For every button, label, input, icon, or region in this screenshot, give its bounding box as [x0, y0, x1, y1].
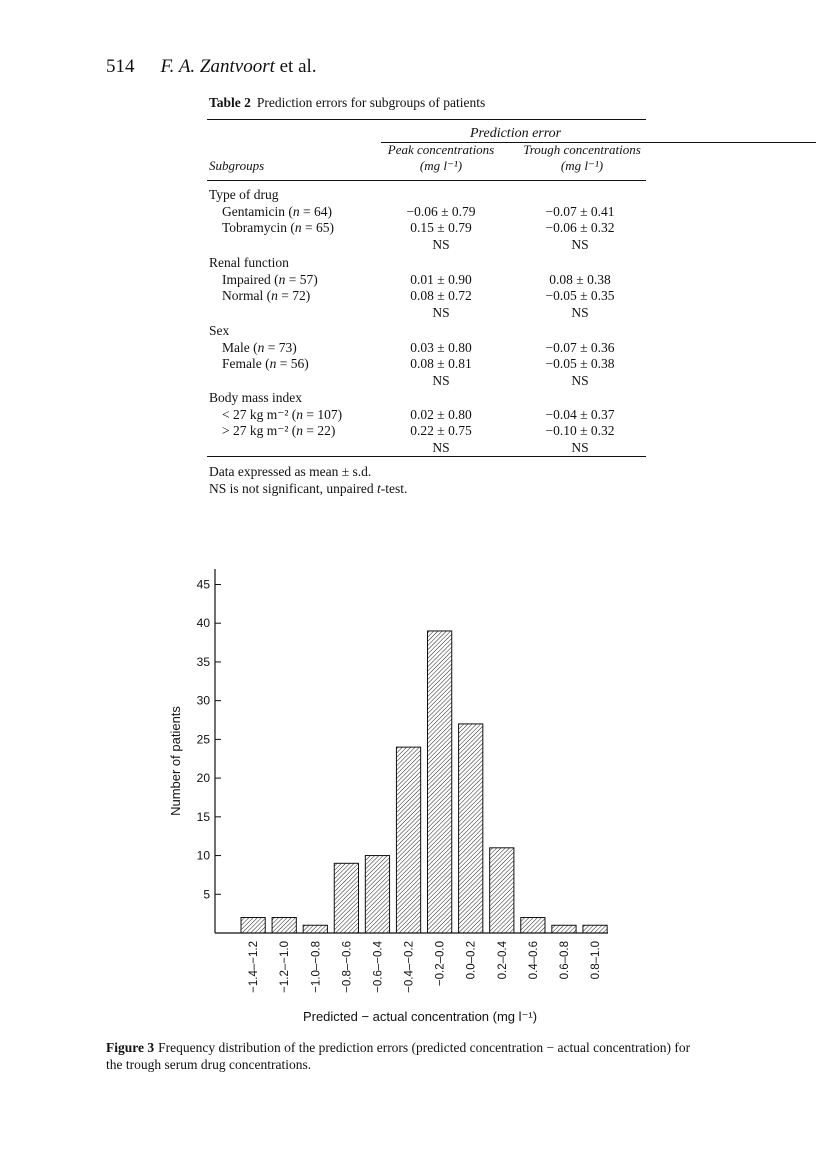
- footnote-2-t: t: [376, 481, 381, 496]
- subgroup-n-value: = 72): [277, 288, 311, 303]
- trough-significance: NS: [571, 372, 589, 388]
- peak-value: 0.15 ± 0.79: [410, 220, 472, 235]
- y-axis-title: Number of patients: [168, 706, 183, 816]
- x-tick-label: −1.0–−0.8: [310, 941, 323, 993]
- peak-value: 0.22 ± 0.75: [410, 423, 472, 438]
- subgroup-label-text: Impaired (: [222, 271, 279, 287]
- x-axis-title: Predicted − actual concentration (mg l⁻¹): [302, 1009, 538, 1024]
- subgroups-header: Subgroups: [209, 158, 265, 173]
- subgroup-label-text: Male (: [222, 339, 258, 355]
- group-heading: Body mass index: [209, 390, 302, 405]
- peak-value: 0.08 ± 0.81: [410, 356, 472, 371]
- subgroup-label: [222, 356, 309, 372]
- subgroup-n-value: = 107): [303, 406, 343, 422]
- subgroup-n-symbol: n: [294, 220, 302, 235]
- histogram-bar: [396, 747, 420, 933]
- peak-value: 0.03 ± 0.80: [410, 339, 472, 355]
- histogram-bar: [583, 925, 607, 933]
- peak-value: −0.06 ± 0.79: [406, 203, 476, 219]
- subgroup-n-value: = 73): [264, 339, 297, 355]
- trough-significance: NS: [571, 236, 589, 252]
- y-tick-label: 30: [196, 693, 210, 708]
- table-footnote-2: [209, 481, 407, 497]
- y-tick-label: 10: [196, 848, 210, 863]
- subgroup-label: [222, 220, 334, 236]
- x-tick-label: −1.4–−1.2: [248, 941, 261, 993]
- histogram-bar: [272, 918, 296, 933]
- peak-significance: NS: [432, 439, 450, 455]
- histogram-bar: [365, 856, 389, 933]
- subgroup-n-symbol: n: [257, 339, 265, 355]
- y-tick-label: 40: [196, 616, 210, 631]
- table-footnote-1: Data expressed as mean ± s.d.: [209, 464, 372, 479]
- x-tick-label: 0.8–1.0: [590, 941, 603, 980]
- figure-label: Figure 3: [106, 1040, 155, 1055]
- x-tick-label: −0.2–0.0: [434, 941, 447, 987]
- histogram-bar: [521, 918, 545, 933]
- y-tick-label: 5: [203, 887, 210, 902]
- subgroup-label: [222, 204, 332, 220]
- table-title-text: Prediction errors for subgroups of patients: [256, 95, 486, 110]
- histogram-bar: [241, 918, 265, 933]
- group-heading: Renal function: [209, 255, 289, 270]
- trough-value: −0.07 ± 0.36: [545, 339, 615, 355]
- group-heading: Type of drug: [209, 187, 279, 202]
- subgroup-n-value: = 57): [285, 271, 318, 287]
- histogram-bar: [303, 925, 327, 933]
- subgroup-n-value: = 56): [276, 356, 309, 371]
- subgroup-label-text: < 27 kg m⁻² (: [222, 406, 297, 422]
- trough-header-line2: (mg l⁻¹): [560, 158, 604, 173]
- trough-value: −0.10 ± 0.32: [545, 423, 615, 438]
- y-tick-label: 15: [196, 809, 210, 824]
- subgroup-label-text: Female (: [222, 356, 270, 371]
- footnote-2-pre: NS is not significant, unpaired: [209, 481, 377, 496]
- subgroup-n-symbol: n: [278, 271, 286, 287]
- x-tick-label: −0.6–−0.4: [372, 941, 385, 993]
- trough-value: −0.06 ± 0.32: [545, 220, 615, 235]
- x-tick-label: 0.0–0.2: [465, 941, 478, 980]
- subgroup-label: [222, 423, 335, 439]
- y-tick-label: 20: [196, 771, 210, 786]
- peak-significance: NS: [432, 372, 450, 388]
- table-label: Table 2: [209, 95, 251, 110]
- figure-caption-text: Frequency distribution of the prediction errors (predicted concentration − actual concentration) for the trough serum drug concentrations.: [106, 1040, 691, 1072]
- y-tick-label: 25: [196, 732, 210, 747]
- histogram-bar: [459, 724, 483, 933]
- x-tick-label: 0.2–0.4: [496, 941, 509, 980]
- running-head-authors: F. A. Zantvoort: [160, 56, 275, 77]
- x-tick-label: 0.4–0.6: [527, 941, 540, 980]
- subgroup-label-text: Normal (: [222, 288, 272, 303]
- subgroup-n-symbol: n: [292, 203, 300, 219]
- histogram-chart: [160, 565, 620, 1035]
- trough-header-line1: Trough concentrations: [523, 142, 641, 157]
- trough-significance: NS: [571, 439, 589, 455]
- peak-significance: NS: [432, 304, 450, 320]
- subgroup-n-symbol: n: [269, 356, 277, 371]
- figure-caption: [106, 1039, 706, 1073]
- table-header-rule: [207, 180, 646, 181]
- running-head-etal: et al.: [274, 56, 317, 77]
- peak-header-line2: (mg l⁻¹): [419, 158, 463, 173]
- trough-value: −0.05 ± 0.38: [545, 356, 615, 371]
- subgroup-n-symbol: n: [271, 288, 278, 303]
- histogram-bar: [552, 925, 576, 933]
- table-top-rule: [207, 119, 646, 120]
- trough-significance: NS: [571, 304, 589, 320]
- subgroup-n-value: = 64): [299, 203, 332, 219]
- x-tick-label: −0.8–−0.6: [341, 941, 354, 993]
- subgroup-n-value: = 22): [303, 423, 336, 438]
- footnote-2-post: -test.: [380, 481, 408, 496]
- prediction-error-header: Prediction error: [470, 126, 562, 141]
- histogram-bar: [334, 863, 358, 933]
- subgroup-label-text: > 27 kg m⁻² (: [222, 423, 297, 438]
- subgroup-label-text: Tobramycin (: [222, 220, 295, 235]
- subgroup-n-symbol: n: [296, 406, 304, 422]
- peak-value: 0.08 ± 0.72: [410, 288, 472, 303]
- subgroup-label: [222, 288, 310, 304]
- table-title: [209, 95, 485, 111]
- peak-value: 0.01 ± 0.90: [410, 271, 472, 287]
- peak-significance: NS: [432, 236, 450, 252]
- trough-value: −0.05 ± 0.35: [545, 288, 615, 303]
- group-heading: Sex: [209, 323, 230, 338]
- subgroup-n-symbol: n: [296, 423, 304, 438]
- running-head: [106, 56, 317, 78]
- trough-value: −0.04 ± 0.37: [545, 406, 615, 422]
- histogram-bar: [428, 631, 452, 933]
- peak-value: 0.02 ± 0.80: [410, 406, 472, 422]
- x-tick-label: 0.6–0.8: [558, 941, 571, 980]
- subgroup-label: [222, 340, 297, 356]
- subgroup-n-value: = 65): [301, 220, 335, 235]
- y-tick-label: 45: [196, 577, 210, 592]
- table-bottom-rule: [207, 456, 646, 457]
- y-tick-label: 35: [196, 654, 210, 669]
- histogram-bar: [490, 848, 514, 933]
- x-tick-label: −0.4–−0.2: [403, 941, 416, 993]
- subgroup-label: [222, 407, 342, 423]
- subgroup-label-text: Gentamicin (: [222, 203, 293, 219]
- page-number: 514: [106, 56, 135, 77]
- trough-value: 0.08 ± 0.38: [549, 271, 611, 287]
- subgroup-label: [222, 272, 318, 288]
- x-tick-label: −1.2–−1.0: [279, 941, 292, 993]
- histogram-figure: [160, 565, 620, 1035]
- trough-value: −0.07 ± 0.41: [545, 203, 615, 219]
- peak-header-line1: Peak concentrations: [387, 142, 495, 157]
